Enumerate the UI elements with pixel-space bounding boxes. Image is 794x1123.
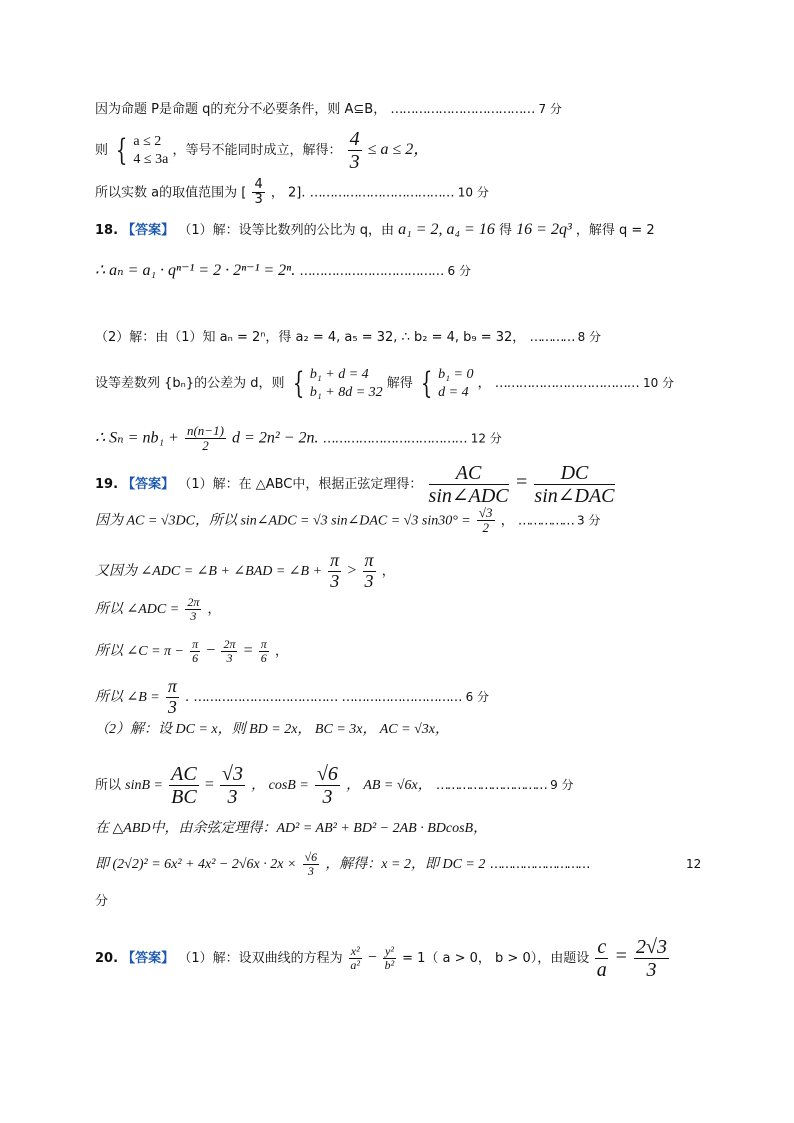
fraction-four-thirds: $\frac{4}{3}$ bbox=[349, 128, 360, 173]
line-score-unit: 分 bbox=[95, 894, 109, 909]
question-number: 18. bbox=[95, 223, 119, 238]
solution-system: b₁ = 0 d = 4 bbox=[438, 367, 474, 400]
line-adc-value: 所以 ∠ADC = $\frac{2\pi}{3}$ ， bbox=[95, 595, 221, 624]
leader-dots: ……………………………… bbox=[390, 102, 535, 117]
score-label: 12 分 bbox=[470, 431, 502, 446]
line-sinb-cosb: 所以 sinB = $\frac{AC}{BC}$ = $\frac{√3}{3}$ ， cosB = $\frac{√6}{3}$ ， AB = √6x， ………………………… 9 分 bbox=[95, 763, 574, 808]
line-an-formula: ∴ aₙ = a₁ · qⁿ⁻¹ = 2 · 2ⁿ⁻¹ = 2ⁿ. ……………………………… 6 分 bbox=[95, 262, 471, 279]
score-label: 10 分 bbox=[642, 376, 675, 390]
score-label: 8 分 bbox=[577, 330, 602, 344]
answer-tag: 【答案】 bbox=[122, 223, 175, 238]
line-angle-adc: 又因为 ∠ADC = ∠B + ∠BAD = ∠B + $\frac{\pi}{3}$ > $\frac{\pi}{3}$ ， bbox=[95, 550, 395, 591]
fraction-four-thirds-small: $\frac{4}{3}$ bbox=[254, 177, 263, 208]
score-label: 6 分 bbox=[465, 689, 490, 704]
score-label: 3 分 bbox=[576, 513, 601, 528]
score-label: 7 分 bbox=[538, 102, 562, 116]
line-range: 所以实数 a的取值范围为 [ $\frac{4}{3}$ ， 2]. ……………………………… 10 分 bbox=[95, 177, 489, 208]
line-system-inequality: 则 { a ≤ 2 4 ≤ 3a ，等号不能同时成立，解得： $\frac{4}{3}$ ≤ a ≤ 2， bbox=[95, 128, 430, 173]
line-sin-adc: 因为 AC = √3DC，所以 sin∠ADC = √3 sin∠DAC = √3 sin30° = $\frac{√3}{2}$ ， …………… 3 分 bbox=[95, 505, 601, 536]
line-part2-setup: （2）解：设 DC = x，则 BD = 2x， BC = 3x， AC = √3x， bbox=[95, 722, 449, 737]
equation-system: b₁ + d = 4 b₁ + 8d = 32 bbox=[309, 367, 383, 400]
score-label: 6 分 bbox=[447, 264, 471, 278]
score-label: 10 分 bbox=[457, 185, 489, 200]
line-angle-b: 所以 ∠B = $\frac{\pi}{3}$ . ……………………………… ………………………… 6 分 bbox=[95, 676, 490, 717]
question-18-header: 18. 【答案】 （1）解：设等比数列的公比为 q，由 a₁ = 2, a₄ = 16 得 16 = 2q³ ，解得 q = 2 bbox=[95, 221, 655, 238]
answer-tag: 【答案】 bbox=[122, 951, 175, 966]
line-condition: 因为命题 P是命题 q的充分不必要条件，则 A⊆B， ……………………………… 7 分 bbox=[95, 102, 562, 117]
line-angle-c: 所以 ∠C = π − $\frac{\pi}{6}$ − $\frac{2\pi}{3}$ = $\frac{\pi}{6}$ ， bbox=[95, 637, 288, 666]
answer-tag: 【答案】 bbox=[122, 477, 175, 492]
score-label: 9 分 bbox=[550, 778, 574, 792]
line-solve-x: 即 (2√2)² = 6x² + 4x² − 2√6x · 2x × $\frac{√6}{3}$ ，解得：x = 2，即 DC = 2 ……………………… bbox=[95, 850, 589, 879]
line-sn-formula: ∴ Sₙ = nb₁ + $\frac{n(n-1)}{2}$ d = 2n² − 2n. ……………………………… 12 分 bbox=[95, 423, 502, 454]
line-arithmetic-system: 设等差数列 {bₙ}的公差为 d，则 { b₁ + d = 4 b₁ + 8d = 32 解得 { b₁ = 0 d = 4 ， ……………………………… 10 分 bbox=[95, 365, 675, 401]
score-12-label: 12 bbox=[686, 857, 702, 871]
question-19-header: 19. 【答案】 （1）解：在 △ABC中，根据正弦定理得： $\frac{AC}{\text{sin∠ADC}}$ = $\frac{DC}{\text{sin∠DAC}}$ bbox=[95, 462, 615, 507]
question-20-header: 20. 【答案】 （1）解：设双曲线的方程为 $\frac{\text{x²}}{\text{a²}}$ − $\frac{\text{y²}}{\text{b²}}$ = 1（ a > 0， b > 0），由题设 $\frac{c}{a}$ = $\frac{2√3}{3}$ bbox=[95, 936, 668, 981]
inequality-system: a ≤ 2 4 ≤ 3a bbox=[133, 134, 169, 167]
left-brace: { bbox=[115, 132, 128, 168]
line-cosine-law: 在 △ABD中，由余弦定理得：AD² = AB² + BD² − 2AB · BDcosB， bbox=[95, 821, 488, 836]
line-part2-b-values: （2）解：由（1）知 aₙ = 2ⁿ，得 a₂ = 4, a₅ = 32, ∴ b₂ = 4, b₉ = 32， ………… 8 分 bbox=[95, 330, 602, 345]
